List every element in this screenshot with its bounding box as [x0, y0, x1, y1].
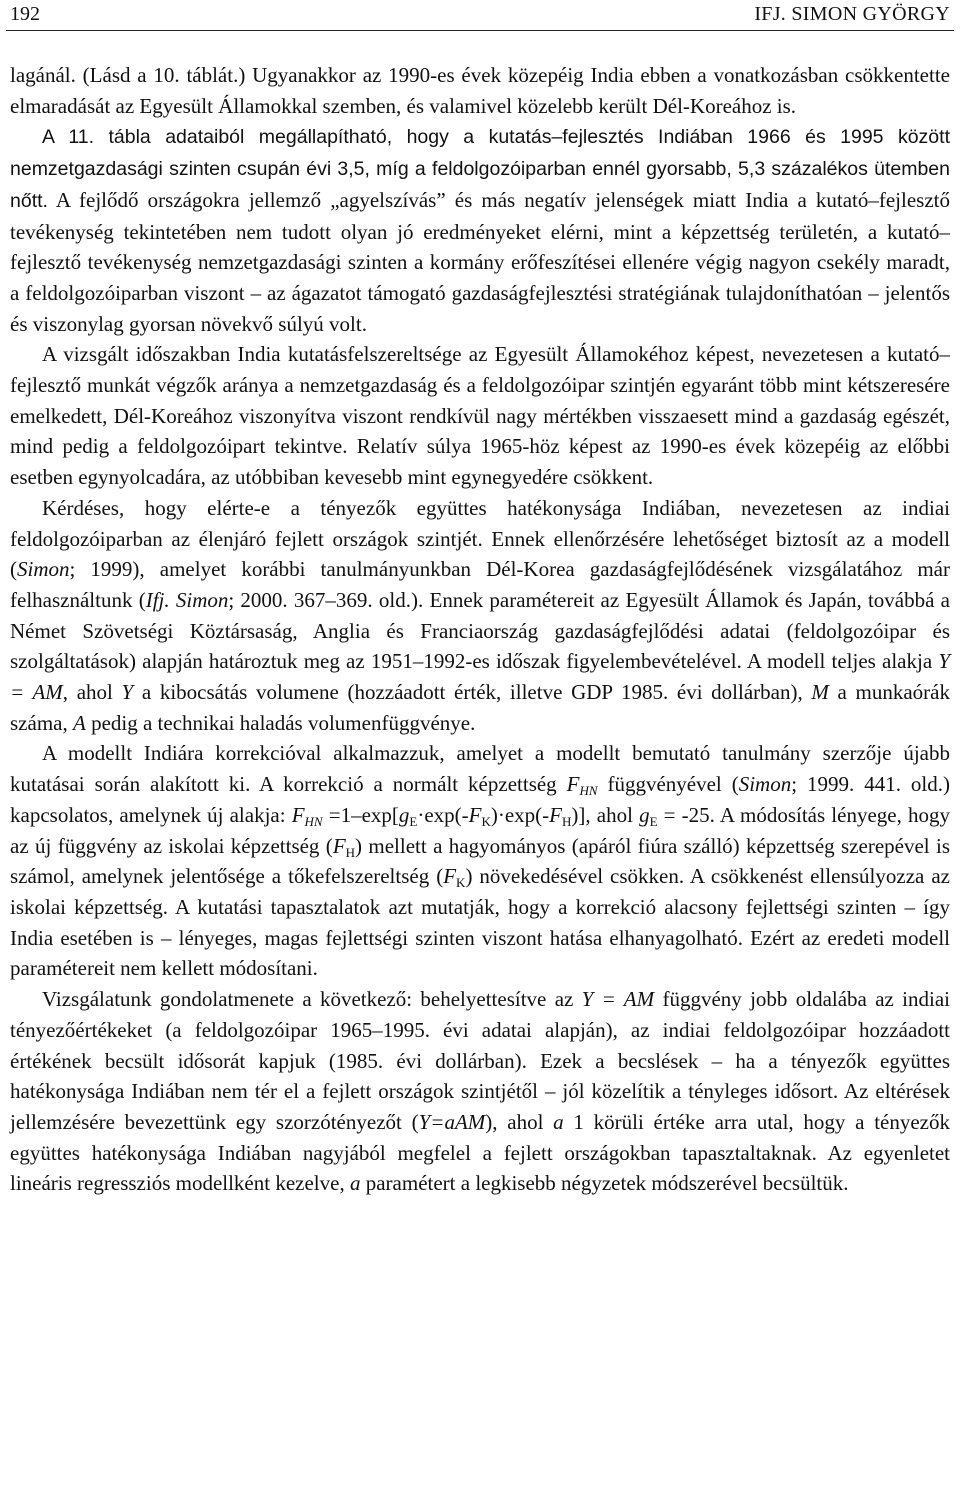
page-header [10, 2, 950, 26]
subscript: K [456, 875, 466, 891]
header-rule [6, 30, 954, 31]
citation-author: Simon [17, 557, 70, 582]
symbol: F [468, 802, 482, 827]
subscript: H [345, 844, 356, 860]
paragraph: A vizsgált időszakban India kutatásfelszereltsége az Egyesült Államokéhoz képest, nevezetesen a kutató–fejlesztő munkát végzők aránya a nemzetgazdaság és a feldolgozóipar szintjén egyaránt több mint kétszeresére emelkedett, Dél-Koreához viszonyítva viszont rendkívül nagy mértékben visszaesett mind a gazdaság egészét, mind pedig a feldolgozóipart tekintve. Relatív súlya 1965-höz képest az 1990-es évek közepéig az előbbi esetben egynyolcadára, az utóbbiban kevesebb mint egynegyedére csökkent. [10, 342, 950, 490]
subscript: K [481, 813, 491, 829]
sans-sentence: A 11. tábla adataiból megállapítható, hogy a kutatás–fejlesztés Indiában 1966 és 1995 között nemzetgazdasági szinten csupán évi 3,5, míg a feldolgozóiparban ennél gyorsabb, 5,3 százalékos ütemben nőtt. [10, 126, 950, 212]
running-head: IFJ. SIMON GYÖRGY [754, 3, 950, 25]
paragraph: Vizsgálatunk gondolatmenete a következő: behelyettesítve az Y = AM függvény jobb oldalába az indiai tényezőértékeket (a feldolgozóipar 1965–1995. évi adatai alapján), az indiai feldolgozóipar hozzáadott értékének becsült idősorát kapjuk (1985. évi dollárban). Ezek a becslések – ha a tényezők együttes hatékonysága Indiában nem tér el a fejlett országok szintjétől – jól közelítik a tényleges idősort. Az eltérések jellemzésére bevezettünk egy szorzótényezőt (Y=aAM), ahol a 1 körüli értéke arra utal, hogy a tényezők együttes hatékonysága Indiában nagyjából megfelel a fejlett országokban tapasztaltaknak. Az egyenletet lineáris regressziós modellként kezelve, a paramétert a legkisebb négyzetek módszerével becsültük. [10, 987, 951, 1196]
symbol: F [549, 802, 562, 827]
paragraph: A modellt Indiára korrekcióval alkalmazzuk, amelyet a modellt bemutató tanulmány szerzője újabb kutatásai során alakított ki. A korrekció a normált képzettség $F_{HN}$ függvényével (Simon; 1999. 441. old.) kapcsolatos, amelynek új alakja: $F_{HN} =1-\exp[g_E\cdot\exp(-F_K)\cdot\exp(-F_H)]$, ahol $g_E = -25$. A módosítás lényege, hogy az új függvény az iskolai képzettség $(F_H)$ mellett a hagyományos (apáról fiúra szálló) képzettség szerepével is számol, amelynek jelentősége a tőkefelszereltség $(F_K)$ növekedésével csökken. A csökkenést ellensúlyozza az iskolai képzettség. A kutatási tapasztalatok azt mutatják, hogy a korrekció alacsony fejlettségi szinten – így India esetében is – lényeges, magas fejlettségi szinten viszont hatása elhanyagolható. Ezért az eredeti modell paramétereit nem kellett módosítani. [10, 741, 951, 981]
symbol: F [291, 802, 305, 827]
symbol: a [349, 1171, 361, 1196]
subscript: H [562, 813, 572, 829]
symbol: A [72, 710, 86, 735]
symbol: F [566, 772, 580, 797]
subscript: E [649, 813, 658, 829]
symbol: Y [121, 680, 134, 705]
body-text [10, 60, 950, 1199]
formula: Y=aAM [418, 1109, 486, 1134]
subscript: HN [579, 783, 598, 799]
paragraph: Kérdéses, hogy elérte-e a tényezők együttes hatékonysága Indiában, nevezetesen az indiai feldolgozóiparban az élenjáró fejlett országok szintjét. Ennek ellenőrzésére lehetőséget biztosít az a modell (Simon; 1999), amelyet korábbi tanulmányunkban Dél-Korea gazdaságfejlődésének vizsgálatához már felhasználtunk (Ifj. Simon; 2000. 367–369. old.). Ennek paramétereit az Egyesült Államok és Japán, továbbá a Német Szövetségi Köztársaság, Anglia és Franciaország gazdaságfejlődési adatai (feldolgozóipar és szolgáltatások) alapján határoztuk meg az 1951–1992-es időszak figyelembevételével. A modell teljes alakja Y = AM, ahol Y a kibocsátás volumene (hozzáadott érték, illetve GDP 1985. évi dollárban), M a munkaórák száma, A pedig a technikai haladás volumenfüggvénye. [10, 495, 950, 735]
symbol: g [398, 802, 410, 827]
subscript: HN [304, 813, 323, 829]
formula: Y = AM [10, 649, 950, 705]
page-number: 192 [10, 3, 40, 25]
symbol: F [332, 833, 346, 858]
citation-author: Simon [738, 772, 792, 797]
paragraph: A 11. tábla adataiból megállapítható, hogy a kutatás–fejlesztés Indiában 1966 és 1995 között nemzetgazdasági szinten csupán évi 3,5, míg a feldolgozóiparban ennél gyorsabb, 5,3 százalékos ütemben nőtt. A fejlődő országokra jellemző „agyelszívás” és más negatív jelenségek miatt India a kutató–fejlesztő tevékenység tekintetében nem tudott olyan jó eredményeket elérni, mint a képzettség területén, a kutató–fejlesztő tevékenység nemzetgazdasági szinten a kormány erőfeszítései ellenére végig nagyon csekély maradt, a feldolgozóiparban viszont – az ágazatot támogató gazdaságfejlesztési stratégiának tulajdoníthatóan – jelentős és viszonylag gyorsan növekvő súlyú volt. [10, 126, 950, 336]
symbol: F [443, 864, 457, 889]
formula: Y = AM [581, 987, 655, 1012]
citation-author: Ifj. Simon [145, 587, 229, 612]
symbol: g [639, 802, 650, 827]
symbol: M [811, 680, 829, 705]
subscript: E [409, 813, 418, 829]
symbol: a [553, 1109, 564, 1134]
paragraph: lagánál. (Lásd a 10. táblát.) Ugyanakkor az 1990-es évek közepéig India ebben a vonatkozásban csökkentette elmaradását az Egyesült Államokkal szemben, és valamivel közelebb került Dél-Koreához is. [10, 63, 950, 118]
